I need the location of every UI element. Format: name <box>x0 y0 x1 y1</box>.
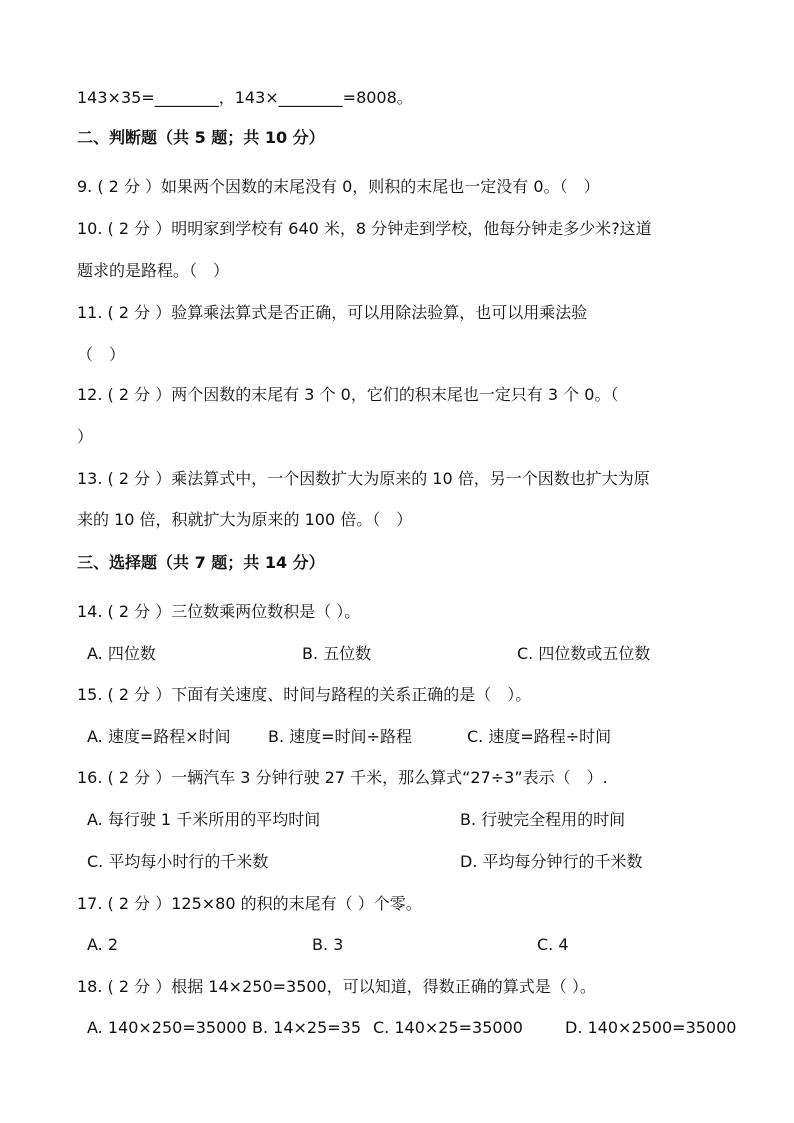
question-12-line-2: ） <box>77 427 94 446</box>
question-11-line-1: 11. ( 2 分 ）验算乘法算式是否正确，可以用除法验算，也可以用乘法验 <box>77 303 588 322</box>
question-9: 9. ( 2 分 ）如果两个因数的末尾没有 0，则积的末尾也一定没有 0。（ ） <box>77 177 600 196</box>
question-13-line-2: 来的 10 倍，积就扩大为原来的 100 倍。（ ） <box>77 510 413 529</box>
q17-option-c: C. 4 <box>537 935 569 954</box>
q15-option-a: A. 速度=路程×时间 <box>87 727 231 746</box>
question-10-line-1: 10. ( 2 分 ）明明家到学校有 640 米，8 分钟走到学校，他每分钟走多少米?这道 <box>77 219 652 238</box>
q18-option-c: C. 140×25=35000 <box>373 1018 523 1037</box>
q14-option-a: A. 四位数 <box>87 644 156 663</box>
q15-option-c: C. 速度=路程÷时间 <box>467 727 612 746</box>
q17-option-a: A. 2 <box>87 935 119 954</box>
question-10-line-2: 题求的是路程。（ ） <box>77 261 230 280</box>
question-14: 14. ( 2 分 ）三位数乘两位数积是（ ）。 <box>77 602 361 621</box>
question-13-line-1: 13. ( 2 分 ）乘法算式中，一个因数扩大为原来的 10 倍，另一个因数也扩大为原 <box>77 469 650 488</box>
q14-option-b: B. 五位数 <box>302 644 372 663</box>
q16-option-a: A. 每行驶 1 千米所用的平均时间 <box>87 810 321 829</box>
question-12-line-1: 12. ( 2 分 ）两个因数的末尾有 3 个 0，它们的积末尾也一定只有 3 个 0。（ <box>77 385 619 404</box>
q15-option-b: B. 速度=时间÷路程 <box>268 727 412 746</box>
question-11-line-2: （ ） <box>77 345 126 364</box>
question-17: 17. ( 2 分 ）125×80 的积的末尾有（ ）个零。 <box>77 894 422 913</box>
q18-option-a: A. 140×250=35000 <box>87 1018 247 1037</box>
q17-option-b: B. 3 <box>312 935 344 954</box>
q18-option-d: D. 140×2500=35000 <box>565 1018 737 1037</box>
top-line: 143×35=________，143×________=8008。 <box>77 88 413 107</box>
q16-option-b: B. 行驶完全程用的时间 <box>460 810 626 829</box>
q18-option-b: B. 14×25=35 <box>252 1018 362 1037</box>
question-18: 18. ( 2 分 ）根据 14×250=3500，可以知道，得数正确的算式是（ ）。 <box>77 977 596 996</box>
q16-option-c: C. 平均每小时行的千米数 <box>87 852 269 871</box>
section-3-heading: 三、选择题（共 7 题；共 14 分） <box>77 553 325 572</box>
question-16: 16. ( 2 分 ）一辆汽车 3 分钟行驶 27 千米，那么算式“27÷3”表示（ ）. <box>77 768 608 787</box>
q16-option-d: D. 平均每分钟行的千米数 <box>460 852 643 871</box>
section-2-heading: 二、判断题（共 5 题；共 10 分） <box>77 128 325 147</box>
q14-option-c: C. 四位数或五位数 <box>517 644 651 663</box>
question-15: 15. ( 2 分 ）下面有关速度、时间与路程的关系正确的是（ ）。 <box>77 685 532 704</box>
